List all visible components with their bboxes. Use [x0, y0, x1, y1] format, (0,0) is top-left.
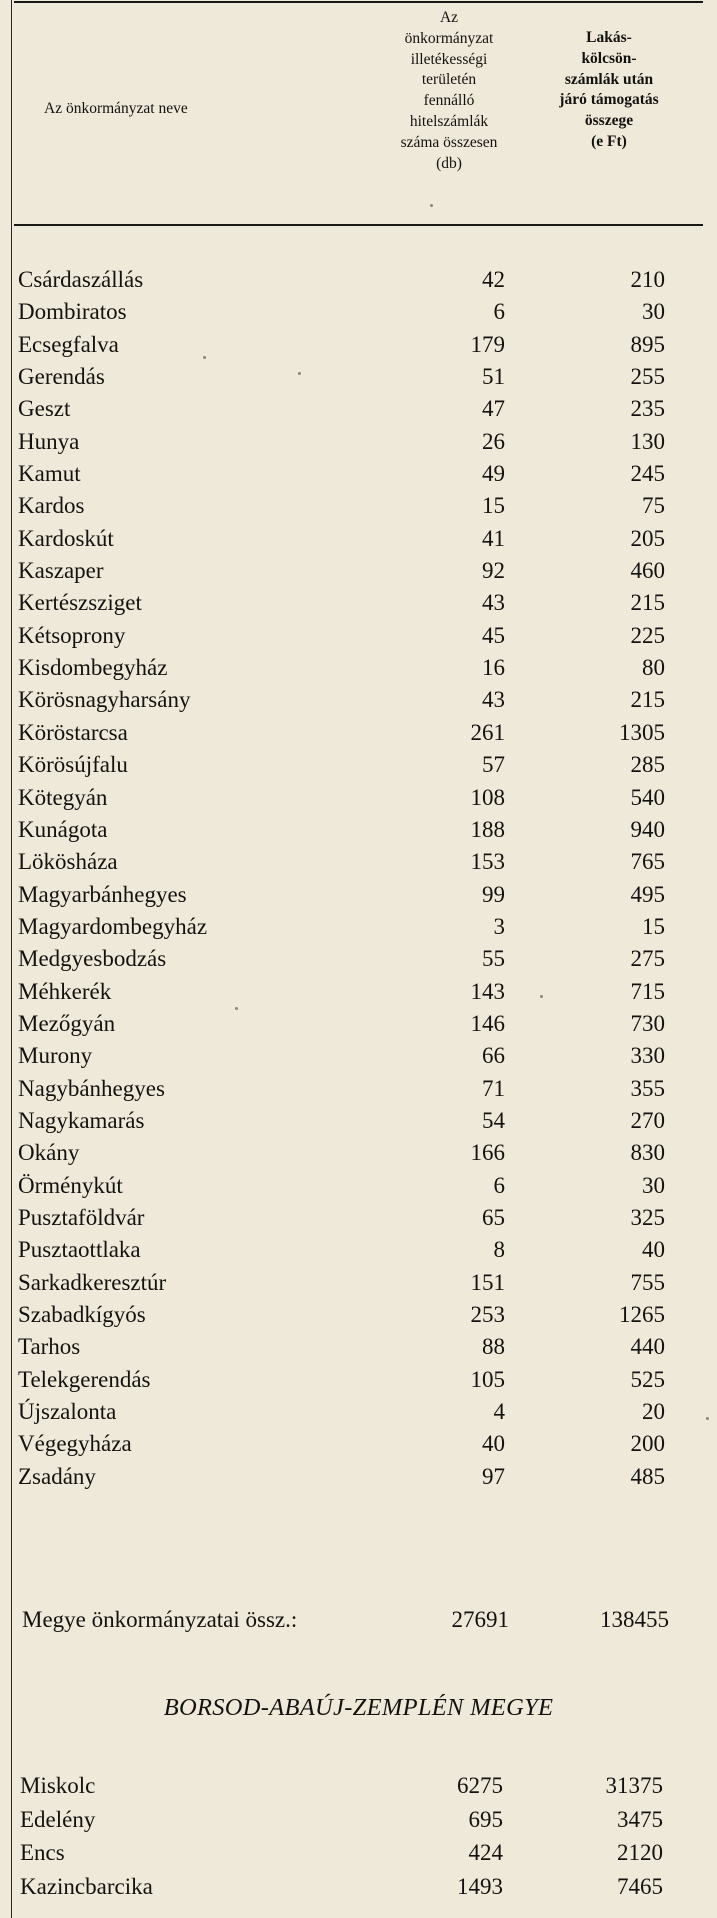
- table-row: [18, 911, 708, 943]
- table-row: [18, 393, 708, 425]
- support-amount: 40: [642, 1237, 665, 1263]
- table-row: [18, 264, 708, 296]
- header-count-line: hitelszámlák: [409, 112, 489, 130]
- header-amount-line: számlák után: [564, 70, 654, 88]
- print-speck: [706, 1417, 709, 1420]
- header-count-line: önkormányzat: [404, 29, 494, 47]
- municipality-name: Örménykút: [18, 1172, 123, 1198]
- account-count: 47: [482, 396, 505, 422]
- municipality-name: Zsadány: [18, 1463, 96, 1489]
- support-amount: 15: [642, 913, 665, 939]
- support-amount: 245: [630, 461, 665, 487]
- table-row: [18, 1202, 708, 1234]
- municipality-name: Kaszaper: [18, 558, 104, 584]
- table-row: [18, 329, 708, 361]
- table-row: [18, 782, 708, 814]
- municipality-name: Telekgerendás: [18, 1366, 151, 1392]
- municipality-name: Kardoskút: [18, 525, 114, 551]
- print-speck: [540, 995, 543, 998]
- support-amount: 765: [630, 849, 665, 875]
- municipality-name: Mezőgyán: [18, 1010, 116, 1036]
- table-row: [18, 490, 708, 522]
- account-count: 151: [470, 1269, 505, 1295]
- support-amount: 3475: [617, 1806, 663, 1832]
- table-row: [18, 1299, 708, 1331]
- table-row: [18, 1396, 708, 1428]
- table-row: [18, 523, 708, 555]
- table-row: [18, 717, 708, 749]
- municipality-name: Murony: [18, 1043, 93, 1069]
- account-count: 40: [482, 1431, 505, 1457]
- account-count: 261: [470, 719, 505, 745]
- account-count: 55: [482, 946, 505, 972]
- table-row: [18, 846, 708, 878]
- table-row: [18, 814, 708, 846]
- support-amount: 440: [630, 1334, 665, 1360]
- municipality-name: Szabadkígyós: [18, 1302, 146, 1327]
- header-count-line: száma összesen: [400, 133, 498, 151]
- support-amount: 225: [630, 622, 665, 648]
- support-amount: 330: [630, 1043, 665, 1069]
- table-row: [20, 1871, 708, 1905]
- account-count: 41: [482, 525, 505, 551]
- header-count-line: területén: [421, 71, 477, 89]
- table-row: [18, 1428, 708, 1460]
- municipality-name: Okány: [18, 1140, 80, 1166]
- table-row: [18, 1364, 708, 1396]
- municipality-name: Csárdaszállás: [18, 267, 144, 292]
- support-amount: 31375: [605, 1773, 663, 1798]
- municipality-name: Nagykamarás: [18, 1107, 145, 1133]
- municipality-name: Méhkerék: [18, 978, 112, 1004]
- municipality-name: Kamut: [18, 461, 81, 487]
- municipality-name: Encs: [20, 1840, 65, 1866]
- account-count: 146: [470, 1010, 505, 1036]
- support-amount: 7465: [617, 1873, 663, 1899]
- total-label: Megye önkormányzatai össz.:: [22, 1607, 298, 1632]
- account-count: 3: [493, 913, 505, 939]
- municipality-name: Végegyháza: [18, 1431, 132, 1457]
- table-row: [18, 652, 708, 684]
- table-row: [18, 1461, 708, 1493]
- municipality-name: Újszalonta: [18, 1399, 117, 1425]
- header-count-line: (db): [436, 154, 462, 172]
- table-row: [18, 943, 708, 975]
- account-count: 6: [493, 1172, 505, 1198]
- support-amount: 1265: [619, 1302, 665, 1327]
- support-amount: 200: [630, 1431, 665, 1457]
- table-row: [18, 879, 708, 911]
- support-amount: 80: [642, 655, 665, 681]
- support-amount: 940: [630, 816, 665, 842]
- municipality-name: Hunya: [18, 428, 80, 454]
- header-amount-line: (e Ft): [591, 132, 627, 150]
- print-speck: [235, 1007, 238, 1010]
- support-amount: 30: [642, 1172, 665, 1198]
- account-count: 92: [482, 558, 505, 584]
- support-amount: 20: [642, 1399, 665, 1425]
- table-row: [20, 1837, 708, 1871]
- account-count: 166: [470, 1140, 505, 1166]
- county-heading: BORSOD-ABAÚJ-ZEMPLÉN MEGYE: [163, 1694, 554, 1721]
- support-amount: 325: [630, 1204, 665, 1230]
- account-count: 66: [482, 1043, 505, 1069]
- municipality-name: Magyardombegyház: [18, 913, 208, 939]
- header-count-line: illetékességi: [410, 50, 488, 68]
- account-count: 179: [470, 331, 505, 357]
- table-row: [18, 361, 708, 393]
- total-amount: 138455: [600, 1607, 669, 1632]
- municipality-name: Kardos: [18, 493, 85, 519]
- table-row: [18, 976, 708, 1008]
- top-rule: [14, 1, 703, 3]
- support-amount: 255: [630, 364, 665, 390]
- municipality-name: Magyarbánhegyes: [18, 881, 187, 907]
- account-count: 43: [482, 590, 505, 616]
- municipality-name: Sarkadkeresztúr: [18, 1269, 167, 1295]
- account-count: 97: [482, 1463, 505, 1489]
- account-count: 51: [482, 364, 505, 390]
- support-amount: 495: [630, 881, 665, 907]
- support-amount: 485: [630, 1463, 665, 1489]
- support-amount: 285: [630, 752, 665, 778]
- account-count: 57: [482, 752, 505, 778]
- account-count: 49: [482, 461, 505, 487]
- table-row: [18, 296, 708, 328]
- support-amount: 540: [630, 784, 665, 810]
- support-amount: 2120: [617, 1840, 663, 1866]
- municipality-name: Pusztaföldvár: [18, 1204, 145, 1230]
- municipality-name: Edelény: [20, 1806, 96, 1832]
- support-amount: 755: [630, 1269, 665, 1295]
- account-count: 88: [482, 1334, 505, 1360]
- support-amount: 270: [630, 1107, 665, 1133]
- account-count: 15: [482, 493, 505, 519]
- header-rule: [14, 224, 703, 226]
- account-count: 43: [482, 687, 505, 713]
- table-row: [18, 587, 708, 619]
- support-amount: 205: [630, 525, 665, 551]
- account-count: 42: [482, 267, 505, 292]
- table-row: [18, 426, 708, 458]
- account-count: 8: [493, 1237, 505, 1263]
- table-row: [18, 1008, 708, 1040]
- print-speck: [298, 372, 301, 375]
- support-amount: 460: [630, 558, 665, 584]
- account-count: 26: [482, 428, 505, 454]
- header-amount-line: Lakás-: [586, 29, 632, 46]
- municipality-name: Geszt: [18, 396, 71, 422]
- account-count: 71: [482, 1075, 505, 1101]
- municipality-name: Nagybánhegyes: [18, 1075, 165, 1101]
- account-count: 695: [468, 1806, 503, 1832]
- table-row: [18, 684, 708, 716]
- print-speck: [430, 204, 433, 207]
- support-amount: 210: [630, 267, 665, 292]
- support-amount: 30: [642, 299, 665, 325]
- table-row: [18, 620, 708, 652]
- municipality-name: Tarhos: [18, 1334, 81, 1360]
- municipality-name: Medgyesbodzás: [18, 946, 167, 972]
- municipality-name: Kétsoprony: [18, 622, 126, 648]
- table-row: [18, 1170, 708, 1202]
- municipality-name: Ecsegfalva: [18, 331, 119, 357]
- header-count-line: fennálló: [423, 92, 475, 110]
- support-amount: 275: [630, 946, 665, 972]
- total-count: 27691: [451, 1607, 509, 1632]
- header-count-column: [374, 8, 524, 174]
- header-amount-line: összege: [584, 112, 634, 130]
- header-name-column: Az önkormányzat neve: [44, 100, 188, 117]
- support-amount: 525: [630, 1366, 665, 1392]
- account-count: 65: [482, 1204, 505, 1230]
- municipality-name: Körösnagyharsány: [18, 687, 191, 713]
- support-amount: 75: [642, 493, 665, 519]
- table-row: [18, 1105, 708, 1137]
- municipality-name: Kunágota: [18, 816, 108, 842]
- municipality-name: Kazincbarcika: [20, 1873, 153, 1899]
- support-amount: 895: [630, 331, 665, 357]
- county-total-row: [22, 1604, 708, 1636]
- account-count: 16: [482, 655, 505, 681]
- table-row: [18, 1073, 708, 1105]
- municipality-list: [18, 264, 708, 1493]
- table-row: [18, 555, 708, 587]
- municipality-name: Lökösháza: [18, 849, 118, 875]
- municipality-name: Miskolc: [20, 1773, 96, 1798]
- account-count: 6275: [457, 1773, 503, 1798]
- support-amount: 830: [630, 1140, 665, 1166]
- support-amount: 215: [630, 687, 665, 713]
- account-count: 108: [470, 784, 505, 810]
- municipality-name: Körösújfalu: [18, 752, 128, 778]
- account-count: 143: [470, 978, 505, 1004]
- municipality-name: Kötegyán: [18, 784, 108, 810]
- account-count: 424: [468, 1840, 503, 1866]
- table-row: [20, 1804, 708, 1838]
- account-count: 6: [493, 299, 505, 325]
- table-row: [18, 1040, 708, 1072]
- account-count: 45: [482, 622, 505, 648]
- support-amount: 235: [630, 396, 665, 422]
- header-amount-column: [534, 28, 684, 153]
- header-amount-line: járó támogatás: [559, 91, 659, 109]
- municipality-name: Gerendás: [18, 364, 105, 390]
- table-row: [18, 749, 708, 781]
- support-amount: 715: [630, 978, 665, 1004]
- table-row: [18, 1331, 708, 1363]
- municipality-name: Dombiratos: [18, 299, 127, 325]
- table-row: [18, 458, 708, 490]
- header-count-line: Az: [439, 9, 459, 26]
- table-row: [20, 1770, 708, 1804]
- print-speck: [203, 356, 206, 359]
- support-amount: 355: [630, 1075, 665, 1101]
- table-row: [18, 1234, 708, 1266]
- municipality-name: Pusztaottlaka: [18, 1237, 141, 1263]
- table-header: [14, 8, 704, 223]
- account-count: 99: [482, 881, 505, 907]
- account-count: 253: [470, 1302, 505, 1327]
- support-amount: 1305: [619, 719, 665, 745]
- support-amount: 130: [630, 428, 665, 454]
- table-row: [18, 1267, 708, 1299]
- account-count: 188: [470, 816, 505, 842]
- account-count: 153: [470, 849, 505, 875]
- support-amount: 730: [630, 1010, 665, 1036]
- account-count: 1493: [457, 1873, 503, 1899]
- account-count: 105: [470, 1366, 505, 1392]
- municipality-name: Kisdombegyház: [18, 655, 168, 681]
- account-count: 4: [493, 1399, 505, 1425]
- support-amount: 215: [630, 590, 665, 616]
- header-amount-line: kölcsön-: [581, 49, 637, 67]
- municipality-name: Kertészsziget: [18, 590, 142, 616]
- table-row: [18, 1137, 708, 1169]
- left-rule: [11, 0, 12, 1918]
- municipality-list-2: [20, 1770, 708, 1904]
- municipality-name: Köröstarcsa: [18, 719, 128, 745]
- account-count: 54: [482, 1107, 505, 1133]
